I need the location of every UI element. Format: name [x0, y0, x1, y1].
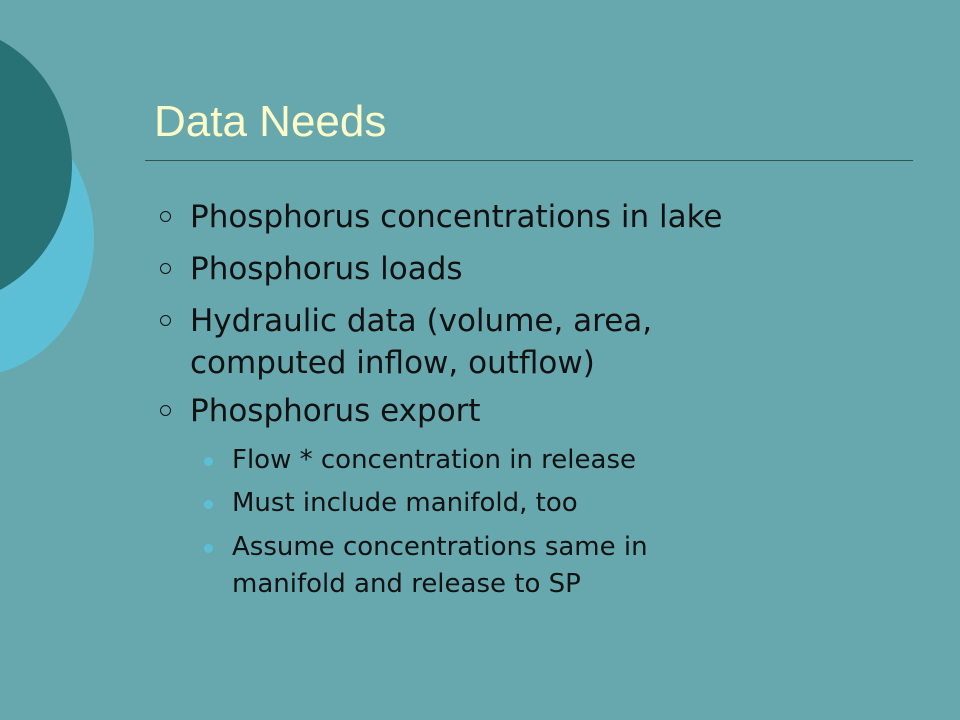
bullet-item-phosphorus-loads	[190, 248, 910, 290]
bullet-item-phosphorus-export	[190, 390, 910, 432]
bullet-text-line-2: computed inflow, outflow)	[190, 345, 595, 381]
hollow-circle-bullet-icon	[160, 315, 171, 326]
bullet-text-line-1: Hydraulic data (volume, area,	[190, 303, 653, 339]
sub-bullet-text: Must include manifold, too	[232, 488, 578, 518]
bullet-text: Phosphorus concentrations in lake	[190, 199, 723, 235]
hollow-circle-bullet-icon	[160, 405, 171, 416]
sub-bullet-item-manifold	[232, 485, 912, 522]
title-divider	[145, 160, 913, 161]
sub-bullet-text: Flow * concentration in release	[232, 445, 636, 475]
filled-dot-bullet-icon	[204, 457, 213, 466]
sub-bullet-item-flow-concentration	[232, 442, 912, 479]
bullet-item-hydraulic-data	[190, 300, 910, 384]
hollow-circle-bullet-icon	[160, 263, 171, 274]
bullet-text: Phosphorus loads	[190, 251, 463, 287]
sub-bullet-text-line-1: Assume concentrations same in	[232, 532, 648, 562]
bullet-item-phosphorus-concentrations	[190, 196, 910, 238]
filled-dot-bullet-icon	[204, 544, 213, 553]
sub-bullet-item-assume-concentrations	[232, 529, 912, 603]
filled-dot-bullet-icon	[204, 500, 213, 509]
bullet-text: Phosphorus export	[190, 393, 481, 429]
slide-title: Data Needs	[154, 97, 387, 146]
sub-bullet-text-line-2: manifold and release to SP	[232, 569, 581, 599]
hollow-circle-bullet-icon	[160, 211, 171, 222]
